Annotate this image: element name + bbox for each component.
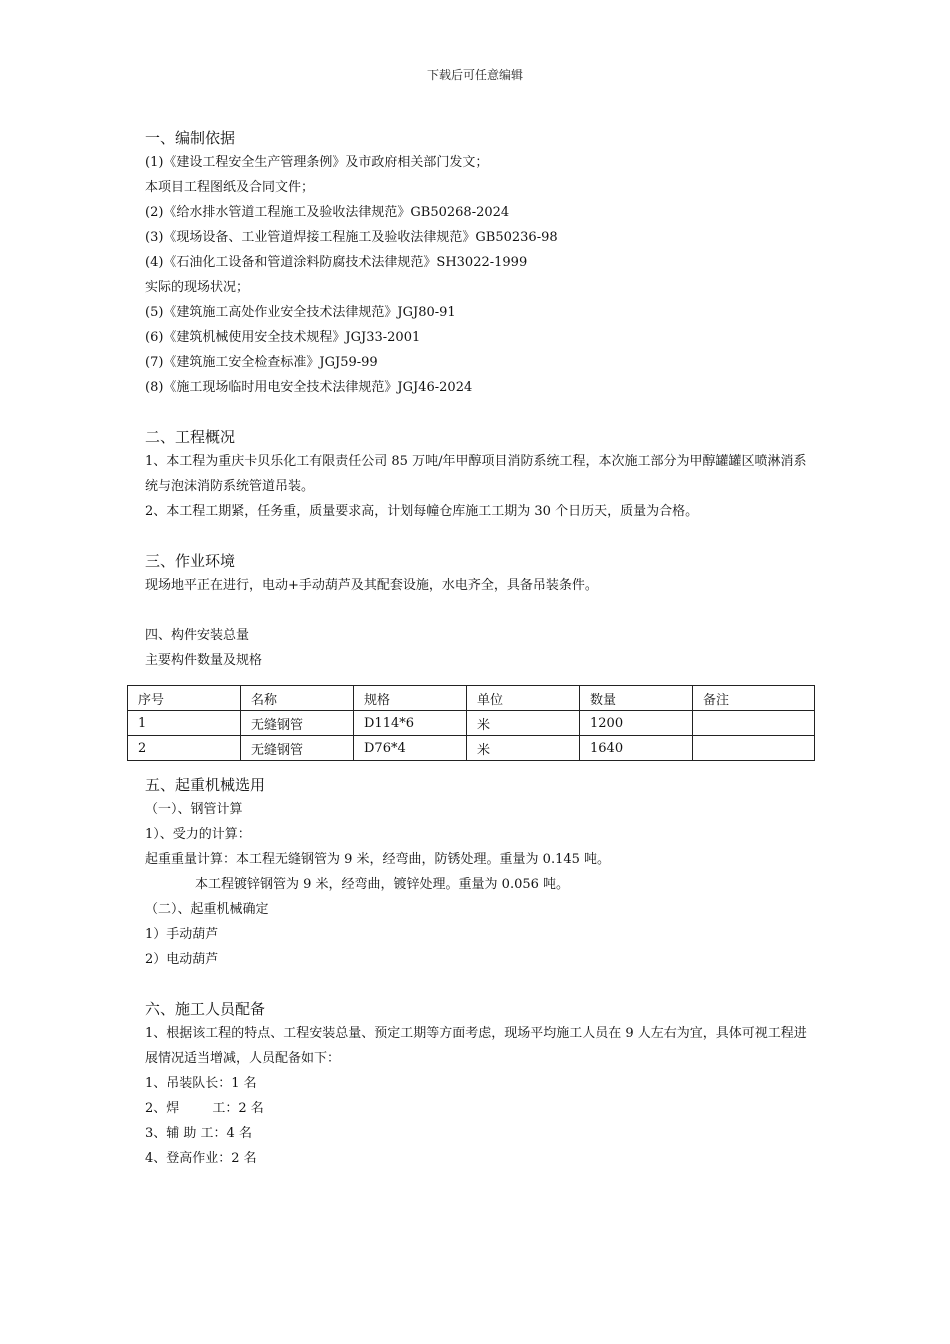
s2-paragraph-2: 2、本工程工期紧，任务重，质量要求高，计划每幢仓库施工工期为 30 个日历天，质量为合格。 <box>145 504 699 519</box>
section-5-title: 五、起重机械选用 <box>145 776 266 794</box>
s5-line: （一）、钢管计算 <box>145 802 243 817</box>
s3-paragraph-1: 现场地平正在进行，电动+手动葫芦及其配套设施，水电齐全，具备吊装条件。 <box>145 578 598 593</box>
s5-line: 本工程镀锌钢管为 9 米，经弯曲，镀锌处理。重量为 0.056 吨。 <box>195 877 570 892</box>
s6-line: 4、登高作业：2 名 <box>145 1151 257 1166</box>
table-header-cell: 序号 <box>128 686 241 711</box>
table-header-cell: 单位 <box>467 686 580 711</box>
table-header-cell: 规格 <box>354 686 467 711</box>
table-cell: D76*4 <box>354 736 467 761</box>
s6-line: 2、焊 工：2 名 <box>145 1101 264 1116</box>
table-header-cell: 数量 <box>580 686 693 711</box>
s1-line: (5)《建筑施工高处作业安全技术法律规范》JGJ80-91 <box>145 305 456 320</box>
s1-line: 本项目工程图纸及合同文件； <box>145 180 315 195</box>
table-header-cell: 备注 <box>693 686 815 711</box>
document-body <box>138 126 815 1171</box>
table-row <box>128 711 815 736</box>
s4-subtitle: 主要构件数量及规格 <box>145 653 263 668</box>
page-header: 下载后可任意编辑 <box>426 68 523 82</box>
s1-line: (1)《建设工程安全生产管理条例》及市政府相关部门发文； <box>145 155 489 170</box>
table-cell: 米 <box>467 736 580 761</box>
components-table <box>127 685 815 761</box>
table-row <box>128 736 815 761</box>
s1-line: (6)《建筑机械使用安全技术规程》JGJ33-2001 <box>145 330 421 345</box>
s5-line: （二）、起重机械确定 <box>145 902 269 917</box>
table-cell: 无缝钢管 <box>241 711 354 736</box>
table-cell: 无缝钢管 <box>241 736 354 761</box>
s1-line: (3)《现场设备、工业管道焊接工程施工及验收法律规范》GB50236-98 <box>145 230 558 245</box>
s5-line: 1）手动葫芦 <box>145 927 219 942</box>
s6-line: 3、辅 助 工：4 名 <box>145 1126 252 1141</box>
s1-line: 实际的现场状况； <box>145 280 250 295</box>
table-cell: D114*6 <box>354 711 467 736</box>
table-cell: 1 <box>128 711 241 736</box>
table-header-cell: 名称 <box>241 686 354 711</box>
section-6-title: 六、施工人员配备 <box>145 1000 266 1018</box>
s1-line: (2)《给水排水管道工程施工及验收法律规范》GB50268-2024 <box>145 205 510 220</box>
s5-line: 1）、受力的计算： <box>145 827 251 842</box>
section-3-title: 三、作业环境 <box>145 552 236 570</box>
table-header-row <box>128 686 815 711</box>
s1-line: (4)《石油化工设备和管道涂料防腐技术法律规范》SH3022-1999 <box>145 255 528 270</box>
s5-line: 2）电动葫芦 <box>145 952 219 967</box>
section-2-title: 二、工程概况 <box>145 428 236 446</box>
table-cell <box>693 736 815 761</box>
s6-line: 1、吊装队长：1 名 <box>145 1076 257 1091</box>
section-4-title: 四、构件安装总量 <box>145 628 250 643</box>
section-1-title: 一、编制依据 <box>145 129 236 147</box>
s5-line: 起重重量计算：本工程无缝钢管为 9 米，经弯曲，防锈处理。重量为 0.145 吨。 <box>145 852 611 867</box>
s6-paragraph-1: 1、根据该工程的特点、工程安装总量、预定工期等方面考虑，现场平均施工人员在 9 人左右为宜，具体可视工程进展情况适当增减，人员配备如下： <box>145 1026 807 1066</box>
table-cell: 1640 <box>580 736 693 761</box>
s1-line: (7)《建筑施工安全检查标准》JGJ59-99 <box>145 355 378 370</box>
s2-paragraph-1: 1、本工程为重庆卡贝乐化工有限责任公司 85 万吨/年甲醇项目消防系统工程，本次施工部分为甲醇罐罐区喷淋消系统与泡沫消防系统管道吊装。 <box>145 454 807 494</box>
s1-line: (8)《施工现场临时用电安全技术法律规范》JGJ46-2024 <box>145 380 473 395</box>
table-cell <box>693 711 815 736</box>
table-cell: 1200 <box>580 711 693 736</box>
table-cell: 米 <box>467 711 580 736</box>
table-cell: 2 <box>128 736 241 761</box>
